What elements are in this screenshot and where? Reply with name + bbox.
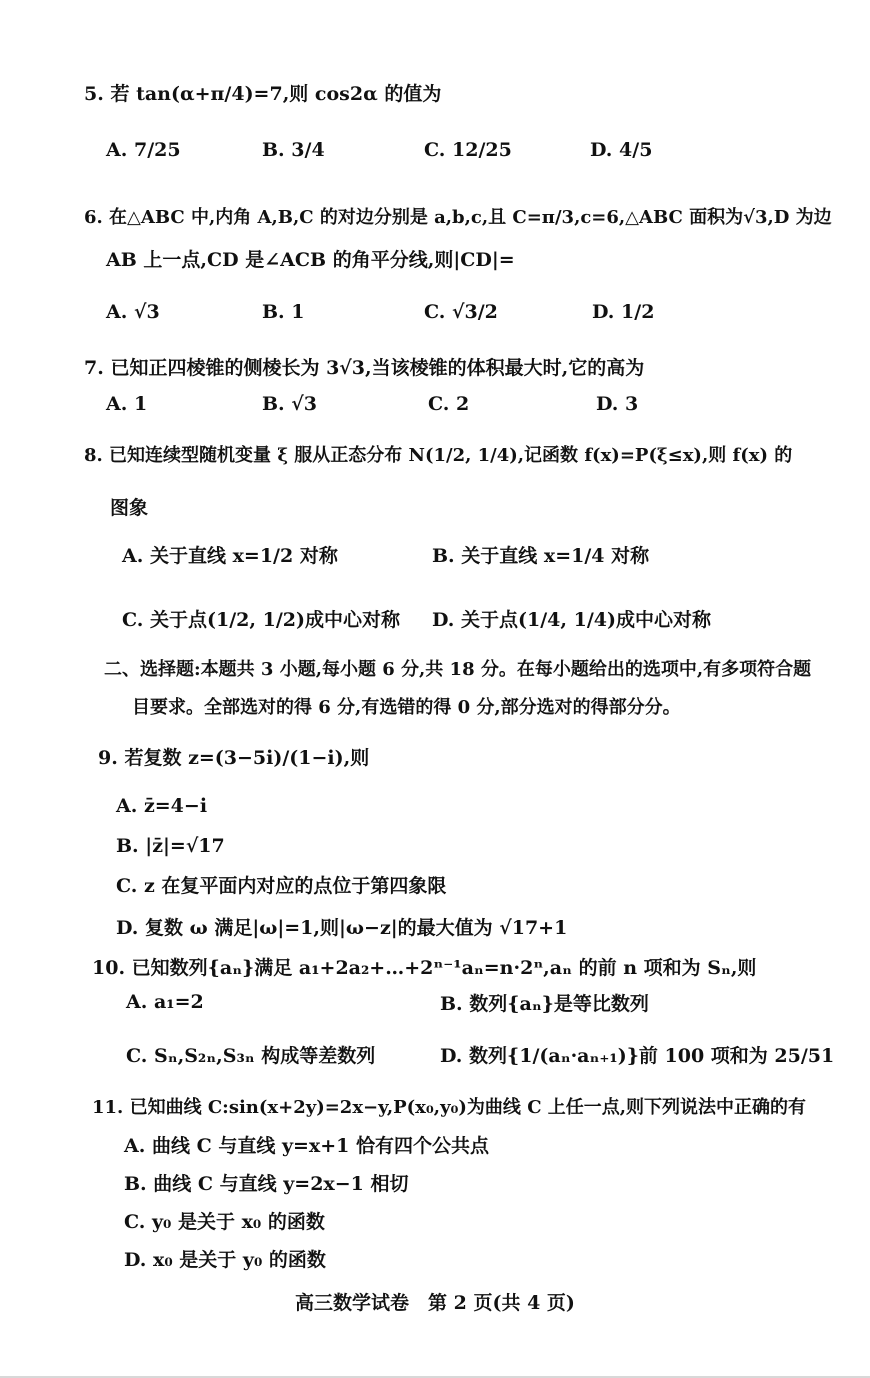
q8-option-b: B. 关于直线 x=1/4 对称 [432,544,650,567]
q9-option-b: B. |z̄|=√17 [116,835,225,857]
q9-option-d-line [0,906,870,946]
q11-option-c-line [0,1200,870,1240]
q11-option-d: D. x₀ 是关于 y₀ 的函数 [124,1248,326,1271]
q6-stem-line1 [0,196,870,236]
q5-options-row [0,130,870,170]
q8-stem-line1 [0,434,870,474]
q10-option-b: B. 数列{aₙ}是等比数列 [440,992,649,1015]
q11-stem-line [0,1086,870,1126]
q7-option-a: A. 1 [106,393,148,415]
q8-option-c: C. 关于点(1/2, 1/2)成中心对称 [122,608,400,631]
q10-stem-line [0,946,870,986]
q10-option-a: A. a₁=2 [126,991,204,1013]
section2-instructions: 目要求。全部选对的得 6 分,有选错的得 0 分,部分选对的得部分分。 [132,697,681,718]
q11-stem: 11. 已知曲线 C:sin(x+2y)=2x−y,P(x₀,y₀)为曲线 C 上任一点,则下列说法中正确的有 [92,1097,807,1118]
q6-option-c: C. √3/2 [424,301,498,323]
q6-options-row [0,292,870,332]
q6-stem-1: 6. 在△ABC 中,内角 A,B,C 的对边分别是 a,b,c,且 C=π/3,c=6,△ABC 面积为√3,D 为边 [84,207,832,228]
q6-option-a: A. √3 [106,301,160,323]
q8-stem-line2 [0,486,870,526]
q9-stem: 9. 若复数 z=(3−5i)/(1−i),则 [98,746,370,769]
section2-title: 二、选择题:本题共 3 小题,每小题 6 分,共 18 分。在每小题给出的选项中,有多项符合题 [104,659,812,680]
page-footer: 高三数学试卷 第 2 页(共 4 页) [295,1292,575,1314]
q7-option-c: C. 2 [428,393,470,415]
q10-options-row1 [0,982,870,1022]
q7-stem-line [0,346,870,386]
q11-option-b: B. 曲线 C 与直线 y=2x−1 相切 [124,1172,409,1195]
q11-option-a: A. 曲线 C 与直线 y=x+1 恰有四个公共点 [124,1134,489,1157]
q8-options-row1 [0,534,870,574]
q8-options-row2 [0,598,870,638]
q8-stem-1: 8. 已知连续型随机变量 ξ 服从正态分布 N(1/2, 1/4),记函数 f(x)=P(ξ≤x),则 f(x) 的 [84,445,793,466]
q7-option-b: B. √3 [262,393,317,415]
q11-option-d-line [0,1238,870,1278]
q9-option-a-line [0,786,870,826]
q10-option-d: D. 数列{1/(aₙ·aₙ₊₁)}前 100 项和为 25/51 [440,1044,835,1067]
q6-option-b: B. 1 [262,301,305,323]
q5-option-a: A. 7/25 [106,139,181,161]
q9-option-a: A. z̄=4−i [116,795,208,817]
q9-option-b-line [0,826,870,866]
q11-option-b-line [0,1162,870,1202]
q5-option-c: C. 12/25 [424,139,512,161]
q7-option-d: D. 3 [596,393,639,415]
q6-stem-2: AB 上一点,CD 是∠ACB 的角平分线,则|CD|= [106,248,515,271]
q8-option-a: A. 关于直线 x=1/2 对称 [122,544,338,567]
q10-option-c: C. Sₙ,S₂ₙ,S₃ₙ 构成等差数列 [126,1044,376,1067]
q6-option-d: D. 1/2 [592,301,655,323]
q9-stem-line [0,736,870,776]
q10-stem: 10. 已知数列{aₙ}满足 a₁+2a₂+…+2ⁿ⁻¹aₙ=n·2ⁿ,aₙ 的前 n 项和为 Sₙ,则 [92,956,757,979]
section2-header-line2 [0,686,870,726]
q8-stem-2: 图象 [110,496,149,519]
q7-stem: 7. 已知正四棱锥的侧棱长为 3√3,当该棱锥的体积最大时,它的高为 [84,356,645,379]
q5-stem: 5. 若 tan(α+π/4)=7,则 cos2α 的值为 [84,82,442,105]
q11-option-a-line [0,1124,870,1164]
q10-options-row2 [0,1034,870,1074]
q9-option-d: D. 复数 ω 满足|ω|=1,则|ω−z|的最大值为 √17+1 [116,916,568,939]
q11-option-c: C. y₀ 是关于 x₀ 的函数 [124,1210,325,1233]
q6-stem-line2 [0,238,870,278]
q7-options-row [0,384,870,424]
section2-header-line1 [0,648,870,688]
q9-option-c: C. z 在复平面内对应的点位于第四象限 [116,874,447,897]
q5-option-b: B. 3/4 [262,139,325,161]
q5-stem-line [0,72,870,112]
q5-option-d: D. 4/5 [590,139,653,161]
q8-option-d: D. 关于点(1/4, 1/4)成中心对称 [432,608,711,631]
q9-option-c-line [0,864,870,904]
